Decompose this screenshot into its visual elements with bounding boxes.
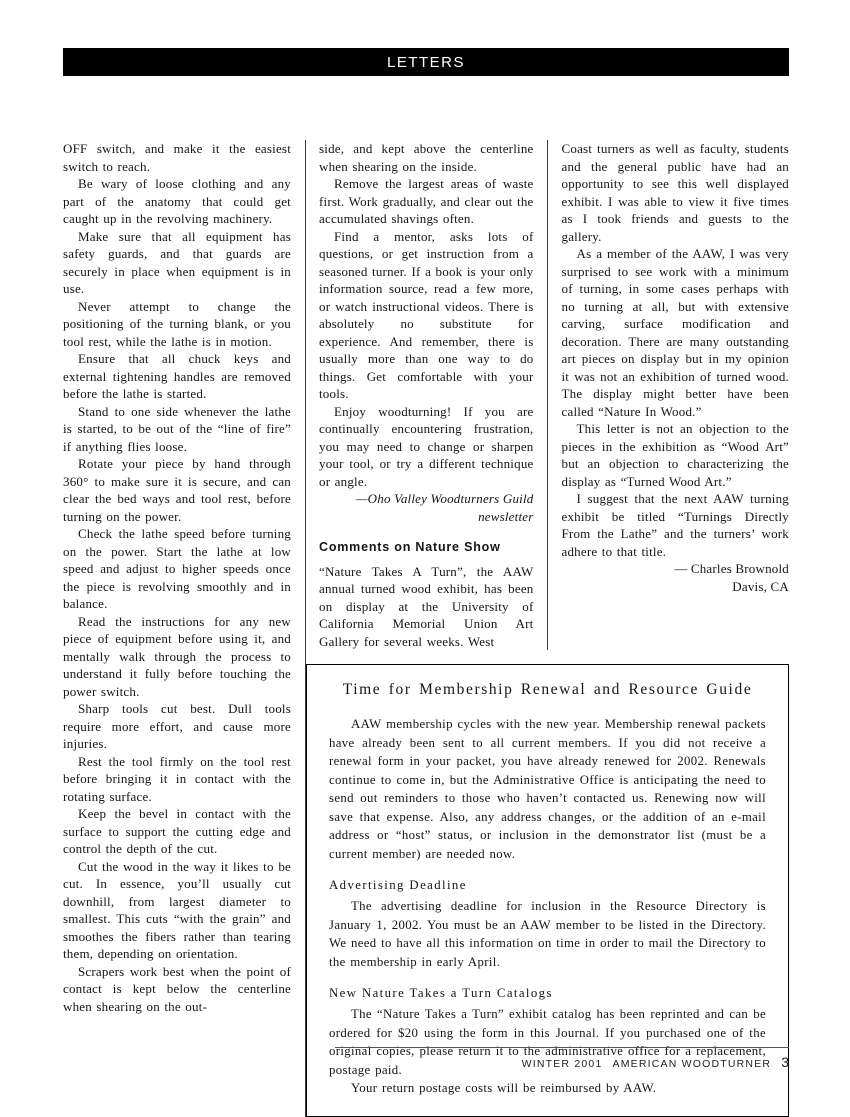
letters-banner bbox=[63, 48, 789, 76]
paragraph: Find a mentor, asks lots of questions, or get instruction from a seasoned turner. If a book is your only information source, read a few more, or watch instructional videos. There is absolutely no substitute for experience. And remember, there is usually more than one way to do things. Get comfortable with your tools. bbox=[319, 228, 534, 401]
column-3 bbox=[548, 140, 790, 650]
letter-attribution-source: newsletter bbox=[478, 508, 534, 524]
letter-signature-location: Davis, CA bbox=[732, 578, 789, 594]
footer-journal-name: AMERICAN WOODTURNER bbox=[612, 1058, 772, 1070]
paragraph: Be wary of loose clothing and any part of the anatomy that could get caught up in the revolving machinery. bbox=[63, 176, 291, 226]
page-content bbox=[63, 140, 789, 1117]
letter-attribution: —Oho Valley Woodturners Guild bbox=[355, 491, 534, 506]
paragraph: “Nature Takes A Turn”, the AAW annual turned wood exhibit, has been on display at the University of California Memorial Union Art Gallery for several weeks. West bbox=[319, 563, 534, 649]
box-section-heading-catalogs: New Nature Takes a Turn Catalogs bbox=[329, 986, 553, 1000]
letter-heading: Comments on Nature Show bbox=[319, 540, 501, 554]
paragraph: Cut the wood in the way it likes to be cut. In essence, you’ll usually cut downhill, from largest diameter to smallest. This cuts “with the grain” and smoothes the fibers rather than tearing them, depending on orientation. bbox=[63, 858, 291, 961]
paragraph: This letter is not an objection to the pieces in the exhibition as “Wood Art” but an objection to characterizing the display as “Turned Wood Art.” bbox=[561, 421, 789, 489]
footer-page-number: 3 bbox=[781, 1054, 789, 1070]
footer-text bbox=[63, 1054, 789, 1070]
columns-two-three bbox=[306, 140, 789, 650]
box-section-heading-advertising: Advertising Deadline bbox=[329, 878, 467, 892]
paragraph: Rest the tool firmly on the tool rest before bringing it in contact with the rotating surface. bbox=[63, 753, 291, 804]
footer-divider bbox=[335, 1047, 789, 1048]
paragraph: Ensure that all chuck keys and external tightening handles are removed before the lathe is started. bbox=[63, 351, 291, 401]
paragraph: Remove the largest areas of waste first. Work gradually, and clear out the accumulated shavings often. bbox=[319, 176, 534, 226]
paragraph: Enjoy woodturning! If you are continually encountering frustration, you may need to change or sharpen your tool, or try a different technique or angle. bbox=[319, 403, 534, 489]
paragraph: Coast turners as well as faculty, students and the general public have had an opportunity to see this well displayed exhibit. I was able to view it five times as I took friends and guests to the gallery. bbox=[561, 141, 789, 244]
paragraph: I suggest that the next AAW turning exhibit be titled “Turnings Directly From the Lathe” and the turners’ work adhere to that title. bbox=[561, 491, 789, 559]
paragraph: Scrapers work best when the point of contact is kept below the centerline when shearing on the out- bbox=[63, 963, 291, 1014]
box-section-body: The “Nature Takes a Turn” exhibit catalog has been reprinted and can be ordered for $20 using the form in this Journal. If you purchased one of the original copies, please return it to the administrative office for a replacement, postage paid. bbox=[329, 1007, 766, 1077]
paragraph: Keep the bevel in contact with the surface to support the cutting edge and control the depth of the cut. bbox=[63, 806, 291, 856]
paragraph: Never attempt to change the positioning of the turning blank, or you tool rest, while the lathe is in motion. bbox=[63, 298, 291, 349]
page-footer bbox=[63, 1047, 789, 1070]
right-region bbox=[306, 140, 789, 1117]
paragraph: Rotate your piece by hand through 360° to make sure it is secure, and can clear the bed ways and tool rest, before turning on the power. bbox=[63, 456, 291, 524]
box-title: Time for Membership Renewal and Resource Guide bbox=[342, 681, 753, 698]
column-2 bbox=[306, 140, 548, 650]
box-section-body: The advertising deadline for inclusion in the Resource Directory is January 1, 2002. You must be an AAW member to be listed in the Directory. We need to have all this information on time in order to mail the Directory to the membership in early April. bbox=[329, 899, 766, 969]
paragraph: side, and kept above the centerline when shearing on the inside. bbox=[319, 141, 534, 174]
paragraph: Check the lathe speed before turning on the power. Start the lathe at low speed and adjust to higher speeds once the piece is revolving smoothly and in balance. bbox=[63, 526, 291, 611]
paragraph: OFF switch, and make it the easiest switch to reach. bbox=[63, 141, 291, 174]
letters-title: LETTERS bbox=[386, 53, 465, 71]
paragraph: Sharp tools cut best. Dull tools require more effort, and cause more injuries. bbox=[63, 701, 291, 751]
paragraph: As a member of the AAW, I was very surprised to see work with a minimum of turning, in some cases perhaps with no turning at all, but with extensive carving, surface modification and decoration. There are many outstanding art pieces on display but in my opinion it was not an exhibition of turned wood. The display might better have been called “Nature In Wood.” bbox=[561, 246, 789, 419]
paragraph: Make sure that all equipment has safety guards, and that guards are securely in place when equipment is in use. bbox=[63, 228, 291, 296]
box-intro-paragraph: AAW membership cycles with the new year. Membership renewal packets have already been sent to all current members. If you did not receive a renewal form in your packet, you have already renewed for 2002. Renewals continue to come in, but the Administrative Office is anticipating the need to send out reminders to those who haven’t contacted us. Renewing now will save that expense. Also, any address changes, or the addition of an e-mail address or “host” status, or inclusion in the demonstrator list (must be a current member) are needed now. bbox=[329, 717, 766, 861]
letter-signature: — Charles Brownold bbox=[674, 561, 789, 576]
footer-issue: WINTER 2001 bbox=[521, 1058, 603, 1070]
column-1 bbox=[63, 140, 306, 1117]
paragraph: Stand to one side whenever the lathe is started, to be out of the “line of fire” if anything flies loose. bbox=[63, 403, 291, 454]
paragraph: Read the instructions for any new piece of equipment before using it, and mentally walk through the process to understand it fully before touching the power switch. bbox=[63, 613, 291, 699]
box-section-body: Your return postage costs will be reimbursed by AAW. bbox=[351, 1081, 657, 1095]
